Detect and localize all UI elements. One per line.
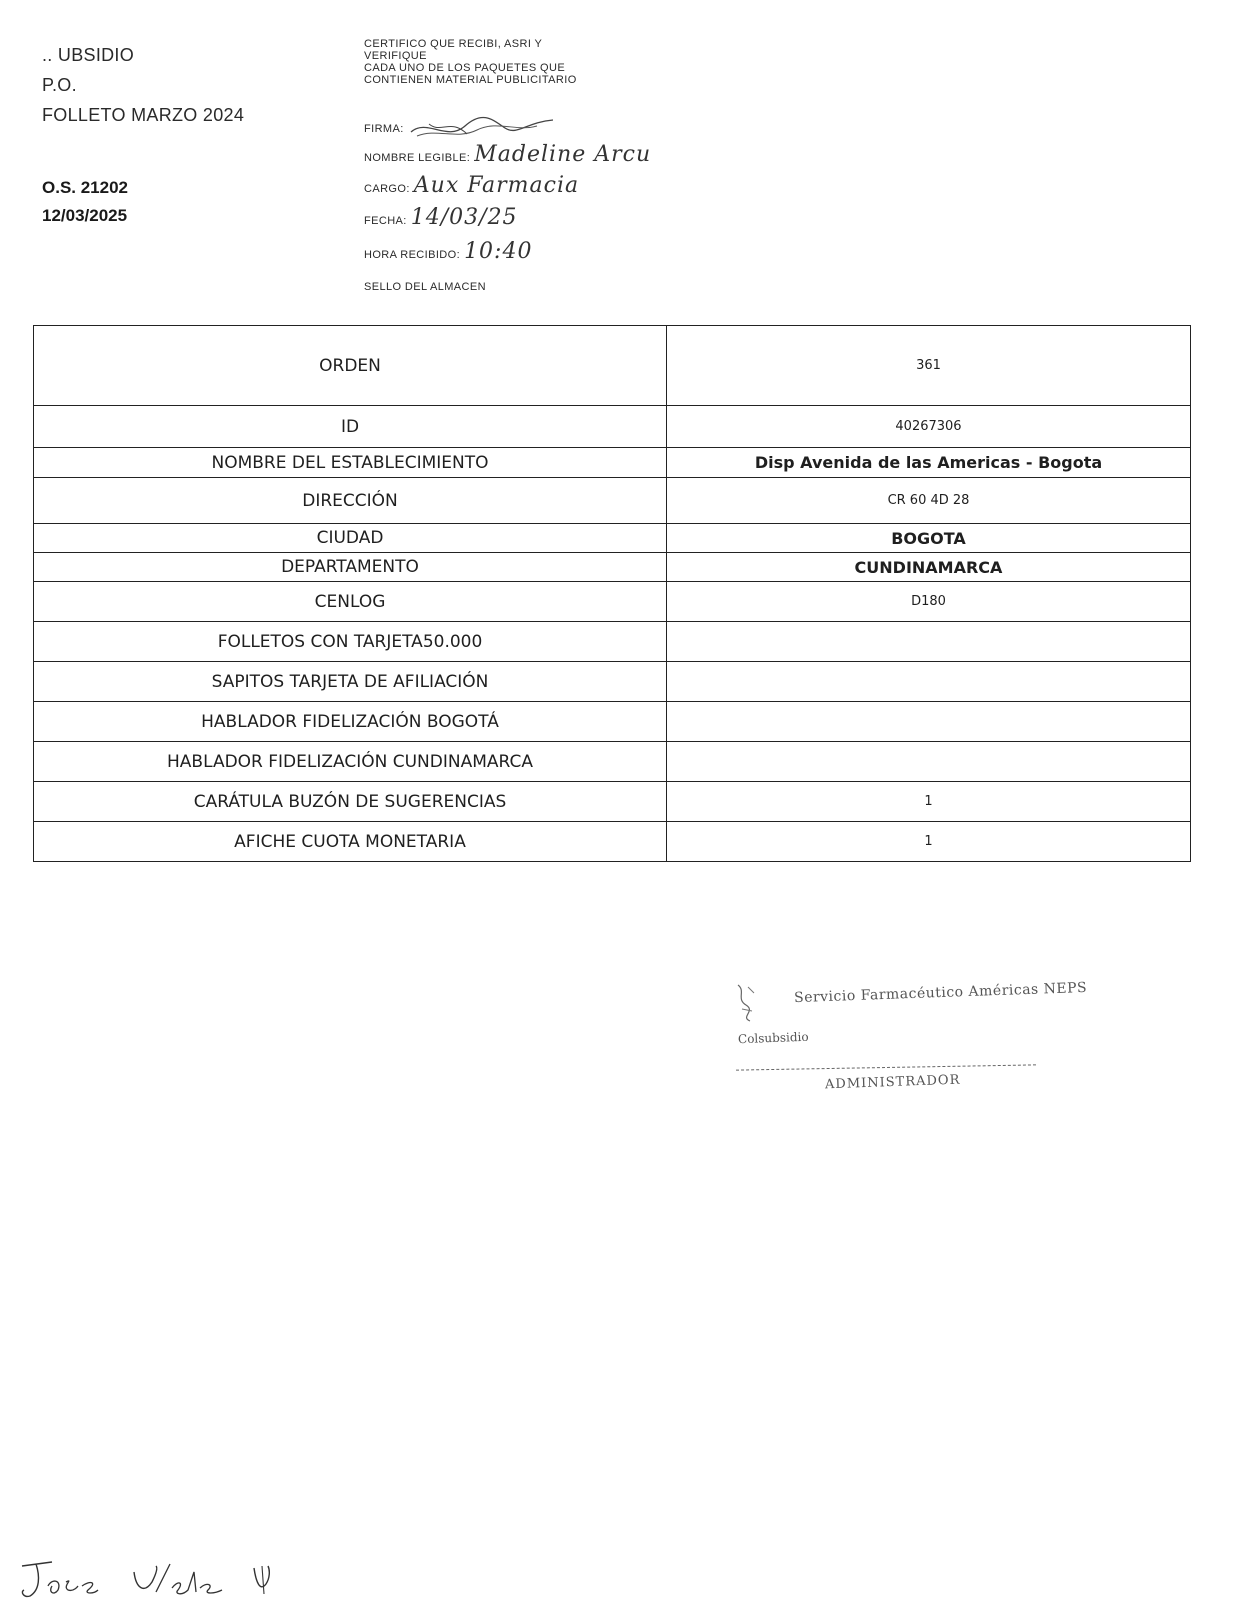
cert-line-1: CERTIFICO QUE RECIBI, ASRI Y bbox=[364, 38, 543, 50]
firma-field bbox=[364, 114, 557, 144]
certification-text bbox=[364, 38, 577, 86]
row-value bbox=[667, 622, 1191, 662]
cert-line-3: CADA UNO DE LOS PAQUETES QUE bbox=[364, 62, 566, 74]
row-label: HABLADOR FIDELIZACIÓN BOGOTÁ bbox=[34, 702, 667, 742]
table-row bbox=[34, 822, 1191, 862]
row-label: NOMBRE DEL ESTABLECIMIENTO bbox=[34, 448, 667, 478]
stamp-emblem-icon bbox=[732, 981, 762, 1025]
firma-signature bbox=[407, 114, 557, 144]
stamp-line-2: Colsubsidio bbox=[737, 1029, 809, 1047]
row-value: 1 bbox=[667, 782, 1191, 822]
stamp-line-1: Servicio Farmacéutico Américas NEPS bbox=[793, 979, 1088, 1007]
table-row bbox=[34, 326, 1191, 406]
table-row bbox=[34, 478, 1191, 524]
row-label: FOLLETOS CON TARJETA50.000 bbox=[34, 622, 667, 662]
row-value: 1 bbox=[667, 822, 1191, 862]
row-value: 361 bbox=[667, 326, 1191, 406]
row-label: CIUDAD bbox=[34, 524, 667, 553]
table-row bbox=[34, 553, 1191, 582]
nombre-label: NOMBRE LEGIBLE: bbox=[364, 152, 471, 164]
row-label: AFICHE CUOTA MONETARIA bbox=[34, 822, 667, 862]
order-block bbox=[42, 174, 128, 230]
row-label: CARÁTULA BUZÓN DE SUGERENCIAS bbox=[34, 782, 667, 822]
bottom-signature bbox=[18, 1552, 298, 1602]
hora-label: HORA RECIBIDO: bbox=[364, 249, 461, 261]
header-line-3: FOLLETO MARZO 2024 bbox=[42, 105, 245, 125]
fecha-field bbox=[364, 205, 518, 230]
row-value: 40267306 bbox=[667, 406, 1191, 448]
nombre-field bbox=[364, 142, 651, 167]
table-row bbox=[34, 742, 1191, 782]
header-left bbox=[42, 40, 244, 130]
row-label: DEPARTAMENTO bbox=[34, 553, 667, 582]
row-value: D180 bbox=[667, 582, 1191, 622]
row-value bbox=[667, 742, 1191, 782]
order-number: O.S. 21202 bbox=[42, 178, 129, 197]
row-label: ORDEN bbox=[34, 326, 667, 406]
table-row bbox=[34, 524, 1191, 553]
stamp-line-3: ADMINISTRADOR bbox=[824, 1072, 961, 1093]
row-value: CR 60 4D 28 bbox=[667, 478, 1191, 524]
row-value bbox=[667, 702, 1191, 742]
row-value bbox=[667, 662, 1191, 702]
table-row bbox=[34, 448, 1191, 478]
table-row bbox=[34, 582, 1191, 622]
row-value: CUNDINAMARCA bbox=[667, 553, 1191, 582]
nombre-value: Madeline Arcu bbox=[474, 142, 652, 167]
row-label: CENLOG bbox=[34, 582, 667, 622]
header-line-1: .. UBSIDIO bbox=[42, 45, 135, 65]
cargo-field bbox=[364, 173, 579, 198]
table-row bbox=[34, 406, 1191, 448]
row-label: DIRECCIÓN bbox=[34, 478, 667, 524]
row-label: ID bbox=[34, 406, 667, 448]
order-date: 12/03/2025 bbox=[42, 206, 128, 225]
row-value: Disp Avenida de las Americas - Bogota bbox=[667, 448, 1191, 478]
table-row bbox=[34, 622, 1191, 662]
table-row bbox=[34, 662, 1191, 702]
row-label: HABLADOR FIDELIZACIÓN CUNDINAMARCA bbox=[34, 742, 667, 782]
row-label: SAPITOS TARJETA DE AFILIACIÓN bbox=[34, 662, 667, 702]
stamp-divider bbox=[736, 1064, 1036, 1070]
sello-label: SELLO DEL ALMACEN bbox=[364, 281, 486, 293]
hora-field bbox=[364, 239, 532, 264]
hora-value: 10:40 bbox=[464, 239, 533, 264]
cert-line-2: VERIFIQUE bbox=[364, 50, 427, 62]
table-row bbox=[34, 702, 1191, 742]
cargo-value: Aux Farmacia bbox=[413, 173, 580, 198]
fecha-value: 14/03/25 bbox=[410, 205, 518, 230]
cargo-label: CARGO: bbox=[364, 183, 410, 195]
delivery-table bbox=[33, 325, 1191, 862]
row-value: BOGOTA bbox=[667, 524, 1191, 553]
sello-field bbox=[364, 281, 486, 293]
firma-label: FIRMA: bbox=[364, 122, 404, 135]
header-line-2: P.O. bbox=[42, 75, 77, 95]
table-row bbox=[34, 782, 1191, 822]
fecha-label: FECHA: bbox=[364, 215, 407, 227]
cert-line-4: CONTIENEN MATERIAL PUBLICITARIO bbox=[364, 74, 577, 86]
